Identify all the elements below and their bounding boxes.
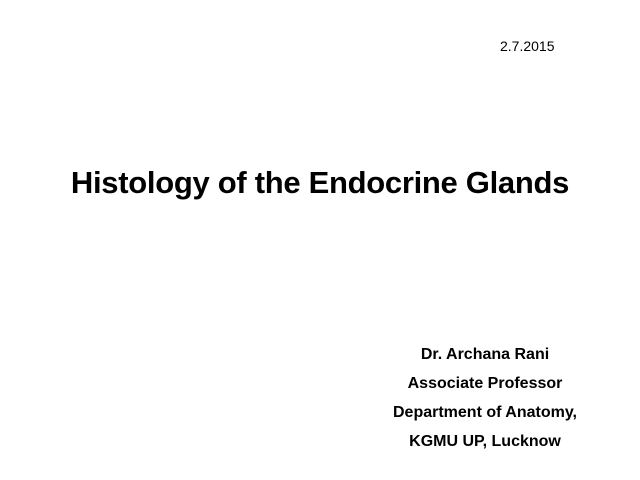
slide-title: Histology of the Endocrine Glands [70,165,570,200]
author-institution: KGMU UP, Lucknow [409,433,561,450]
author-block [360,340,610,456]
author-name: Dr. Archana Rani [420,346,550,363]
author-department: Department of Anatomy, [392,404,577,421]
author-position: Associate Professor [407,375,563,392]
slide-date: 2.7.2015 [500,38,555,54]
